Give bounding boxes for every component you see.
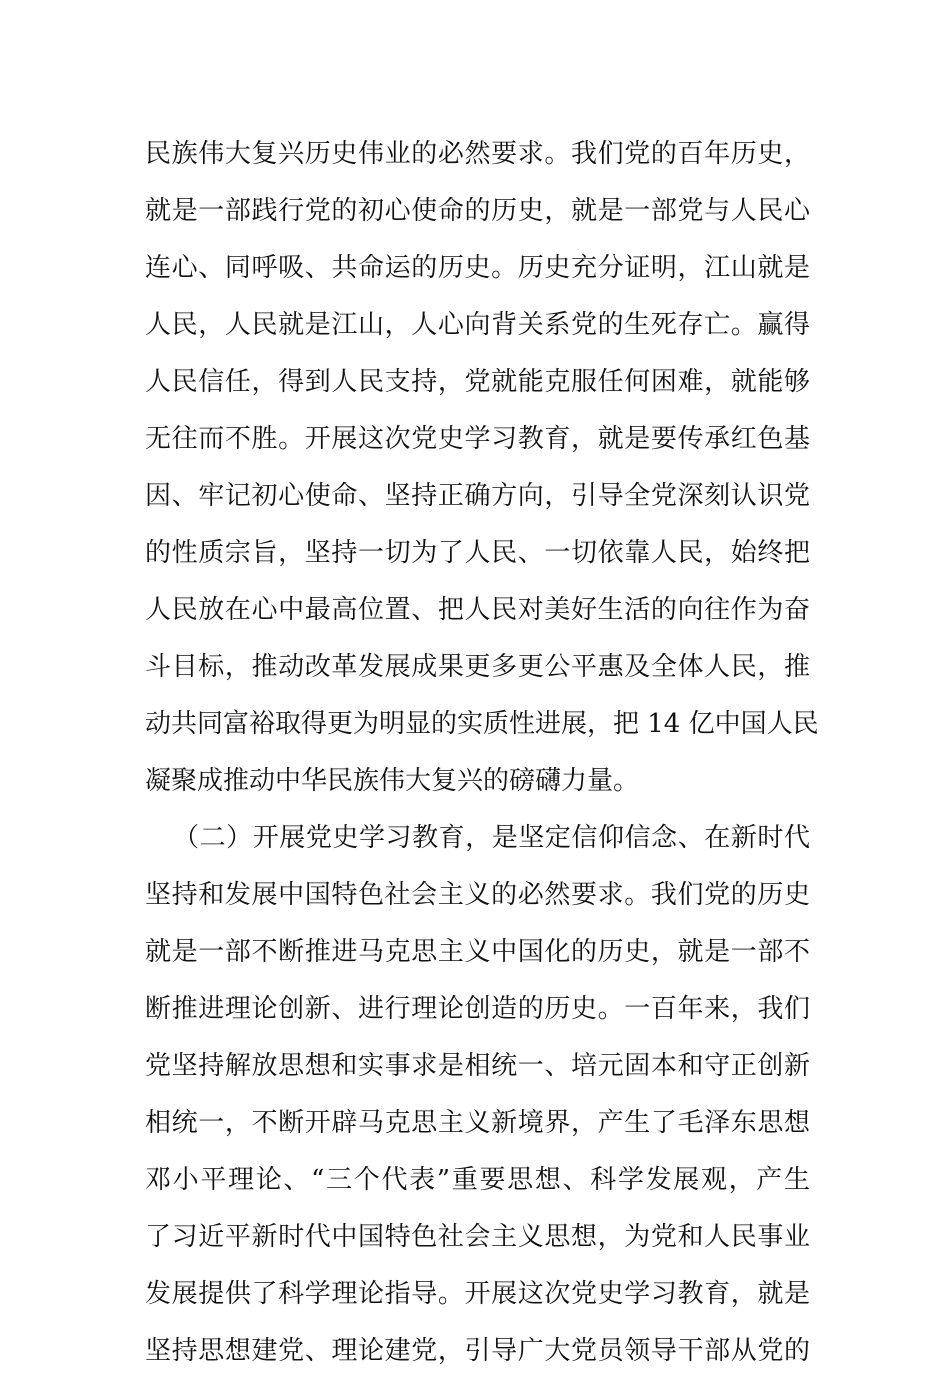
text-line: 人民放在心中最高位置、把人民对美好生活的向往作为奋 xyxy=(145,595,810,625)
text-line: 人民信任，得到人民支持，党就能克服任何困难，就能够 xyxy=(145,367,810,397)
text-line: 邓小平理论、“三个代表”重要思想、科学发展观，产生 xyxy=(145,1165,810,1195)
text-line: 无往而不胜。开展这次党史学习教育，就是要传承红色基 xyxy=(145,424,810,454)
text-line: 党坚持解放思想和实事求是相统一、培元固本和守正创新 xyxy=(145,1051,810,1081)
text-line: 凝聚成推动中华民族伟大复兴的磅礴力量。 xyxy=(145,766,640,796)
text-line: 因、牢记初心使命、坚持正确方向，引导全党深刻认识党 xyxy=(145,481,810,511)
text-line: 的性质宗旨，坚持一切为了人民、一切依靠人民，始终把 xyxy=(145,538,810,568)
text-line: 坚持和发展中国特色社会主义的必然要求。我们党的历史 xyxy=(145,880,810,910)
text-line: 发展提供了科学理论指导。开展这次党史学习教育，就是 xyxy=(145,1279,810,1309)
text-line: 动共同富裕取得更为明显的实质性进展，把 14 亿中国人民 xyxy=(145,709,819,739)
text-line: 斗目标，推动改革发展成果更多更公平惠及全体人民，推 xyxy=(145,652,810,682)
text-line: 相统一，不断开辟马克思主义新境界，产生了毛泽东思想 xyxy=(145,1108,810,1138)
text-line: 民族伟大复兴历史伟业的必然要求。我们党的百年历史， xyxy=(145,139,810,169)
text-line: 坚持思想建党、理论建党，引导广大党员领导干部从党的 xyxy=(145,1336,810,1366)
text-line: 就是一部践行党的初心使命的历史，就是一部党与人民心 xyxy=(145,196,810,226)
paragraph-heading-line: （二）开展党史学习教育，是坚定信仰信念、在新时代 xyxy=(173,823,810,853)
text-line: 连心、同呼吸、共命运的历史。历史充分证明，江山就是 xyxy=(145,253,810,283)
text-line: 了习近平新时代中国特色社会主义思想，为党和人民事业 xyxy=(145,1222,810,1252)
text-line: 就是一部不断推进马克思主义中国化的历史，就是一部不 xyxy=(145,937,810,967)
text-line: 人民，人民就是江山，人心向背关系党的生死存亡。赢得 xyxy=(145,310,810,340)
text-line: 断推进理论创新、进行理论创造的历史。一百年来，我们 xyxy=(145,994,810,1024)
